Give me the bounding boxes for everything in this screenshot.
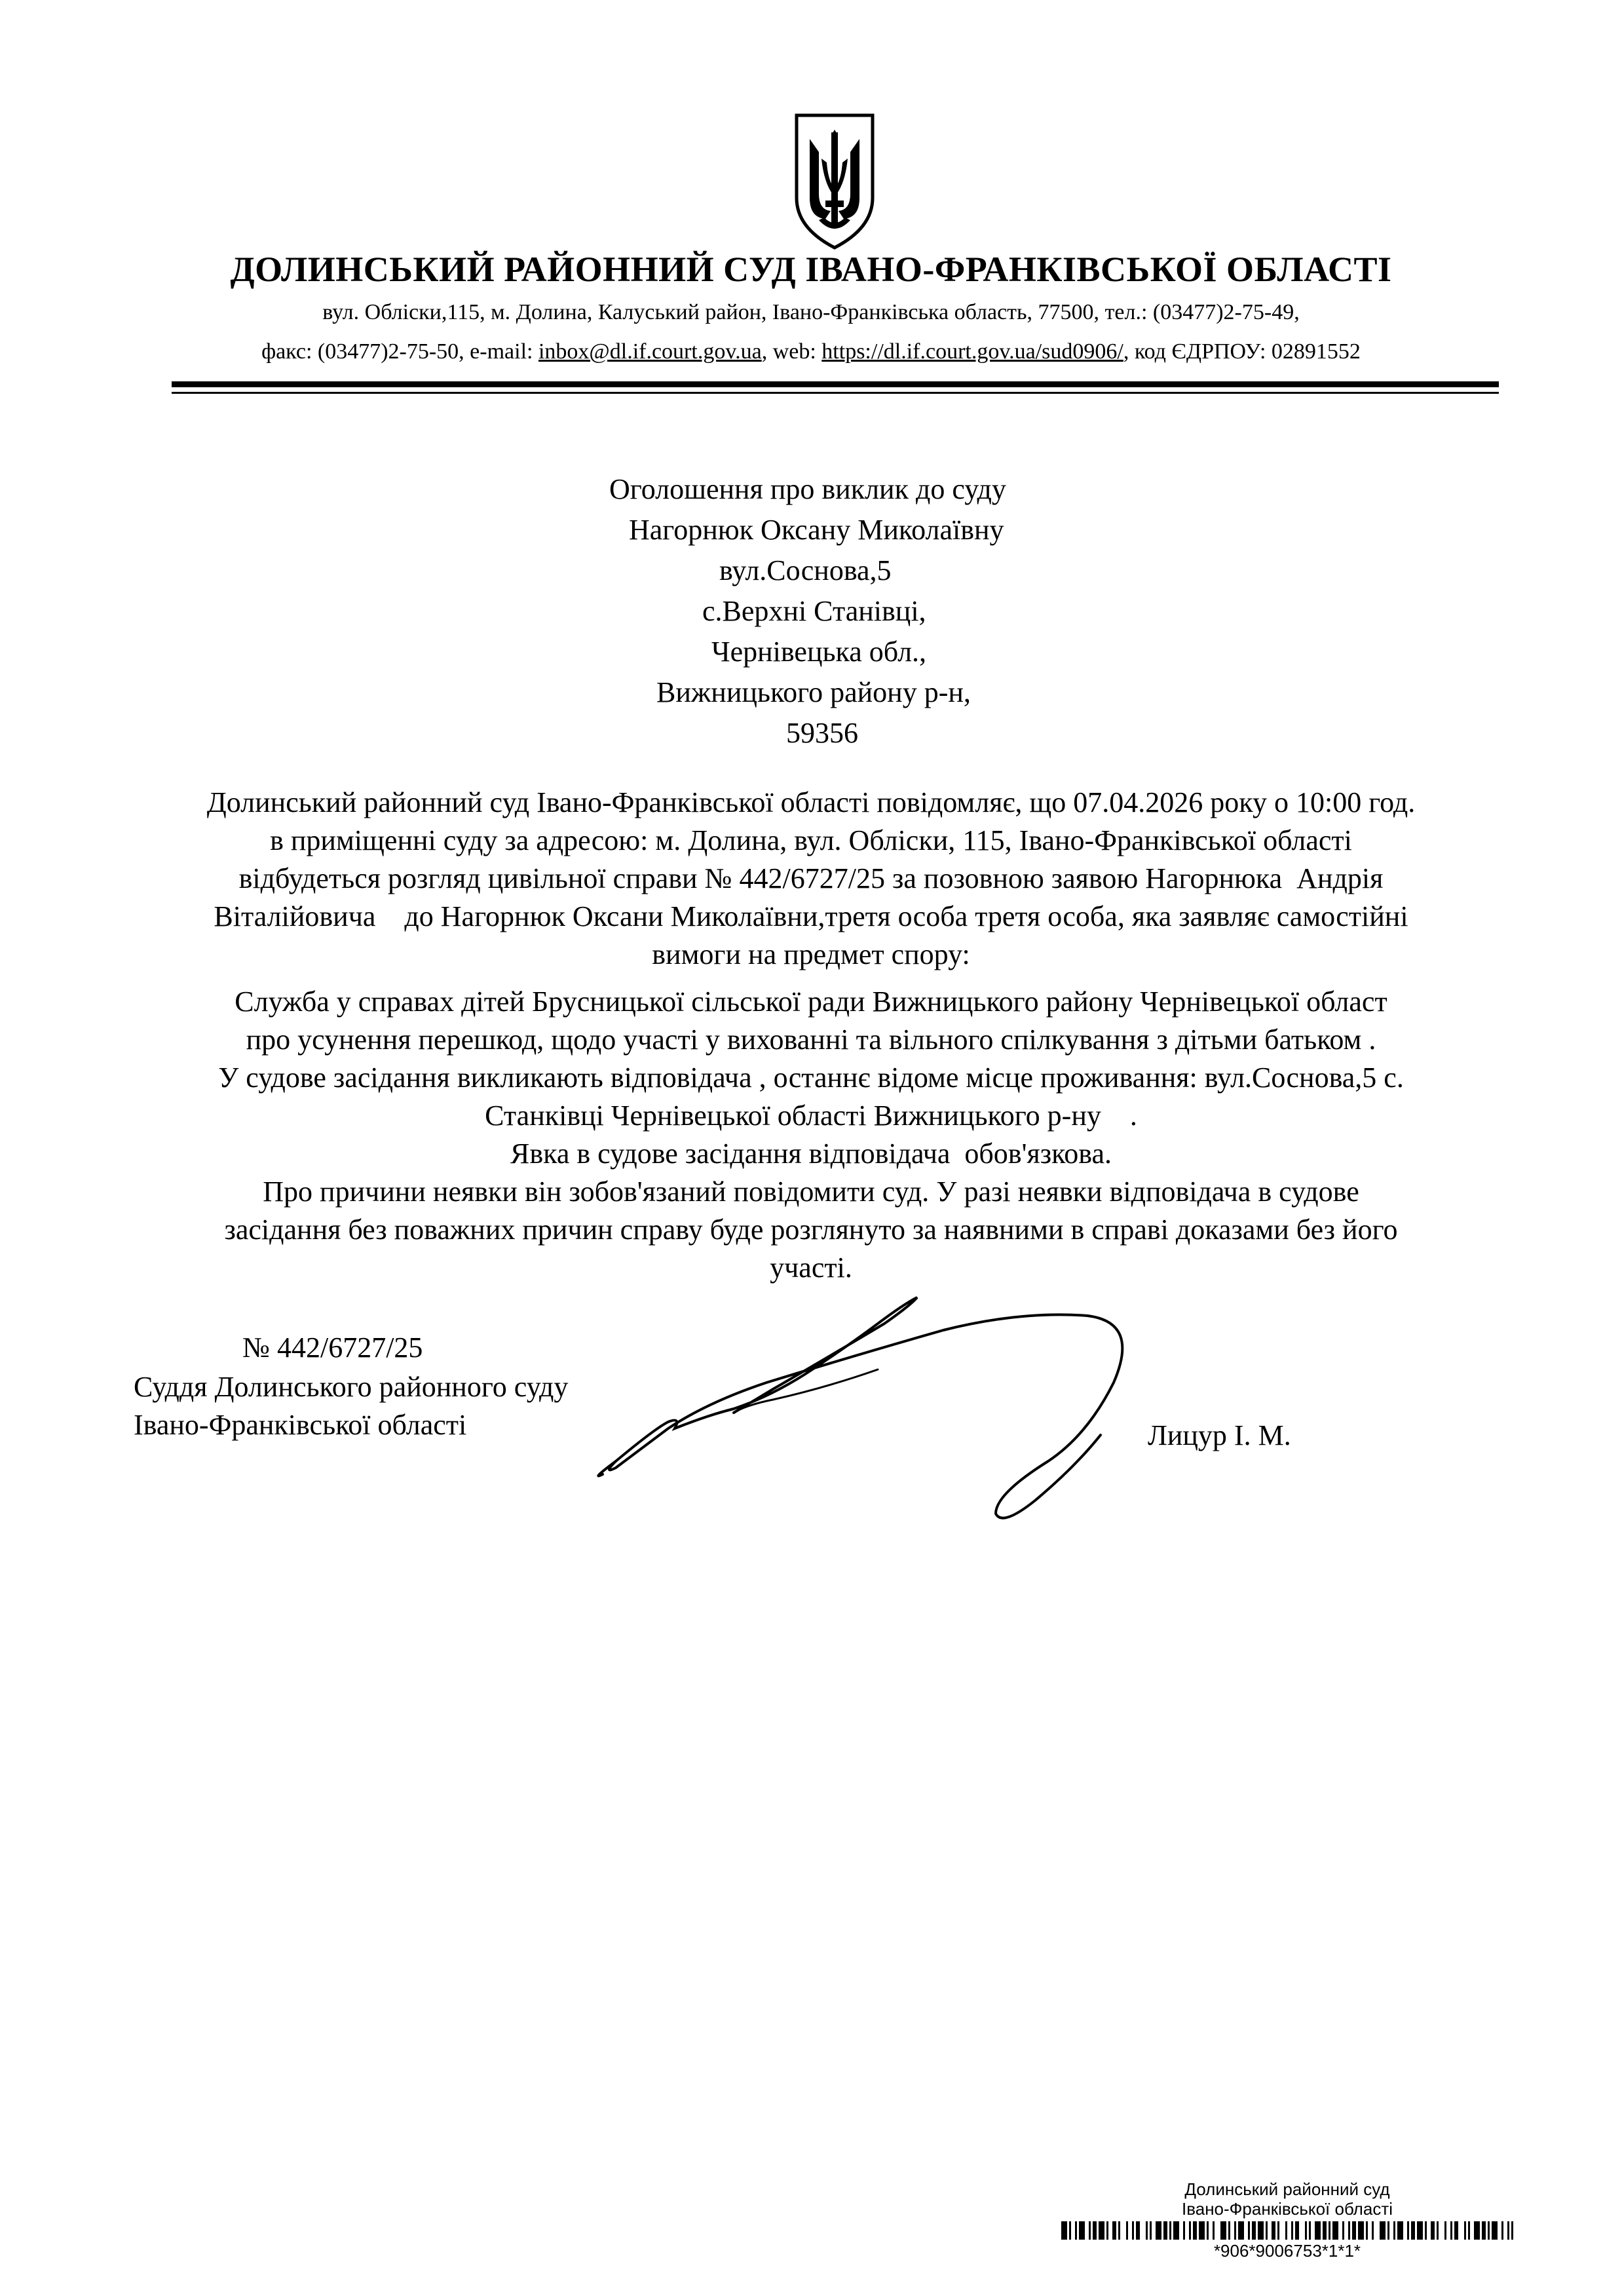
recipient-region: Чернівецька обл.,	[711, 636, 927, 668]
barcode-bar	[1248, 2221, 1250, 2240]
stamp-court-region: Івано-Франківської області	[1181, 2199, 1393, 2219]
header-divider-thin	[172, 392, 1499, 394]
body-line: Явка в судове засідання відповідача обов'язкова.	[510, 1138, 1112, 1170]
recipient-district: Вижницького району р-н,	[656, 676, 971, 708]
barcode-bar	[1118, 2221, 1120, 2240]
website-link[interactable]: https://dl.if.court.gov.ua/sud0906/	[821, 339, 1123, 364]
body-line: в приміщенні суду за адресою: м. Долина, вул. Обліски, 115, Івано-Франківської області	[270, 824, 1352, 856]
barcode-bar	[1309, 2221, 1311, 2240]
body-line: Станківці Чернівецької області Вижницького р-ну .	[485, 1100, 1137, 1132]
barcode-bar	[1156, 2221, 1161, 2240]
barcode-bar	[1069, 2221, 1071, 2240]
barcode-bar	[1332, 2221, 1338, 2240]
barcode-bar	[1492, 2221, 1498, 2240]
barcode-bar	[1093, 2221, 1097, 2240]
edrpou-code: , код ЄДРПОУ: 02891552	[1123, 339, 1361, 364]
barcode-bar	[1387, 2221, 1389, 2240]
court-contacts	[0, 339, 1622, 364]
barcode-bar	[1277, 2221, 1279, 2240]
barcode-bar	[1380, 2221, 1386, 2240]
barcode-bar	[1474, 2221, 1480, 2240]
body-line: про усунення перешкод, щодо участі у вихованні та вільного спілкування з дітьми батьком .	[246, 1024, 1376, 1056]
barcode-bar	[1393, 2221, 1395, 2240]
barcode-bar	[1464, 2221, 1466, 2240]
body-line: Віталійовича до Нагорнюк Оксани Миколаївни,третя особа третя особа, яка заявляє самостійні	[214, 900, 1408, 932]
barcode-bar	[1450, 2221, 1452, 2240]
barcode-bar	[1305, 2221, 1307, 2240]
barcode-bar	[1488, 2221, 1490, 2240]
stamp-court-name: Долинський районний суд	[1184, 2179, 1390, 2199]
barcode-bar	[1150, 2221, 1152, 2240]
notice-title: Оголошення про виклик до суду	[609, 473, 1006, 505]
barcode-bar	[1417, 2221, 1423, 2240]
barcode-bar	[1089, 2221, 1091, 2240]
recipient-name: Нагорнюк Оксану Миколаївну	[629, 514, 1004, 546]
barcode-bar	[1234, 2221, 1236, 2240]
recipient-street: вул.Соснова,5	[719, 554, 892, 586]
barcode-bar	[1189, 2221, 1191, 2240]
barcode-bar	[1431, 2221, 1435, 2240]
barcode-bar	[1366, 2221, 1368, 2240]
barcode-bar	[1228, 2221, 1230, 2240]
barcode-bar	[1291, 2221, 1293, 2240]
judge-name: Лицур І. М.	[1148, 1419, 1291, 1451]
coat-of-arms-icon	[793, 113, 877, 252]
barcode-bar	[1163, 2221, 1167, 2240]
barcode-bar	[1425, 2221, 1427, 2240]
barcode-bar	[1258, 2221, 1264, 2240]
body-line: Долинський районний суд Івано-Франківської області повідомляє, що 07.04.2026 року о 10:00 год.	[206, 786, 1416, 818]
body-line: У судове засідання викликають відповідача , останнє відоме місце проживання: вул.Соснова,5 с.	[218, 1062, 1404, 1094]
barcode-bar	[1295, 2221, 1299, 2240]
judge-title: Суддя Долинського районного суду	[134, 1371, 569, 1403]
barcode-bar	[1220, 2221, 1226, 2240]
body-line: відбудеться розгляд цивільної справи № 442/6727/25 за позовною заявою Нагорнюка Андрія	[238, 862, 1384, 894]
barcode-bar	[1329, 2221, 1330, 2240]
barcode-bar	[1507, 2221, 1509, 2240]
barcode-bar	[1323, 2221, 1327, 2240]
barcode-bar	[1348, 2221, 1350, 2240]
barcode-bar	[1315, 2221, 1321, 2240]
barcode-bar	[1397, 2221, 1403, 2240]
fax-text: факс: (03477)2-75-50, e-mail:	[261, 339, 538, 364]
barcode-bar	[1132, 2221, 1134, 2240]
case-number: № 442/6727/25	[242, 1331, 423, 1364]
barcode-bar	[1106, 2221, 1108, 2240]
barcode-bar	[1183, 2221, 1185, 2240]
barcode-bar	[1169, 2221, 1171, 2240]
barcode-bar	[1252, 2221, 1256, 2240]
barcode	[1061, 2221, 1513, 2240]
barcode-bar	[1407, 2221, 1409, 2240]
barcode-bar	[1207, 2221, 1209, 2240]
body-line: участі.	[770, 1252, 852, 1284]
court-address: вул. Обліски,115, м. Долина, Калуський район, Івано-Франківська область, 77500, тел.: (03477)2-75-49,	[322, 300, 1300, 324]
barcode-bar	[1112, 2221, 1116, 2240]
recipient-village: с.Верхні Станівці,	[702, 595, 926, 627]
body-line: Про причини неявки він зобов'язаний повідомити суд. У разі неявки відповідача в судове	[263, 1176, 1359, 1208]
judge-court-region: Івано-Франківської області	[134, 1409, 467, 1441]
barcode-bar	[1136, 2221, 1140, 2240]
barcode-bar	[1372, 2221, 1374, 2240]
barcode-number: *906*9006753*1*1*	[1213, 2241, 1361, 2261]
barcode-bar	[1126, 2221, 1128, 2240]
barcode-bar	[1411, 2221, 1415, 2240]
barcode-bar	[1173, 2221, 1179, 2240]
barcode-bar	[1061, 2221, 1067, 2240]
header-divider-thick	[172, 381, 1499, 387]
body-line: Служба у справах дітей Брусницької сільської ради Вижницького району Чернівецької област	[235, 985, 1387, 1018]
body-line: засідання без поважних причин справу буде розглянуто за наявними в справі доказами без його	[224, 1214, 1398, 1246]
handwritten-signature	[576, 1265, 1245, 1540]
barcode-bar	[1099, 2221, 1104, 2240]
barcode-bar	[1342, 2221, 1344, 2240]
registration-stamp	[1048, 2179, 1526, 2278]
web-label: , web:	[761, 339, 822, 364]
barcode-bar	[1193, 2221, 1197, 2240]
barcode-bar	[1285, 2221, 1287, 2240]
barcode-bar	[1213, 2221, 1215, 2240]
barcode-bar	[1444, 2221, 1446, 2240]
barcode-bar	[1454, 2221, 1458, 2240]
barcode-bar	[1075, 2221, 1077, 2240]
barcode-bar	[1272, 2221, 1275, 2240]
barcode-bar	[1501, 2221, 1503, 2240]
body-line: вимоги на предмет спору:	[652, 938, 970, 970]
barcode-bar	[1079, 2221, 1085, 2240]
barcode-bar	[1468, 2221, 1470, 2240]
recipient-postcode: 59356	[786, 717, 858, 749]
barcode-bar	[1238, 2221, 1244, 2240]
barcode-bar	[1352, 2221, 1356, 2240]
barcode-bar	[1482, 2221, 1486, 2240]
barcode-bar	[1358, 2221, 1364, 2240]
barcode-bar	[1199, 2221, 1205, 2240]
barcode-bar	[1511, 2221, 1513, 2240]
email-link[interactable]: inbox@dl.if.court.gov.ua	[538, 339, 762, 364]
barcode-bar	[1266, 2221, 1268, 2240]
barcode-bar	[1146, 2221, 1148, 2240]
barcode-bar	[1437, 2221, 1439, 2240]
court-name: ДОЛИНСЬКИЙ РАЙОННИЙ СУД ІВАНО-ФРАНКІВСЬКОЇ ОБЛАСТІ	[230, 250, 1392, 289]
